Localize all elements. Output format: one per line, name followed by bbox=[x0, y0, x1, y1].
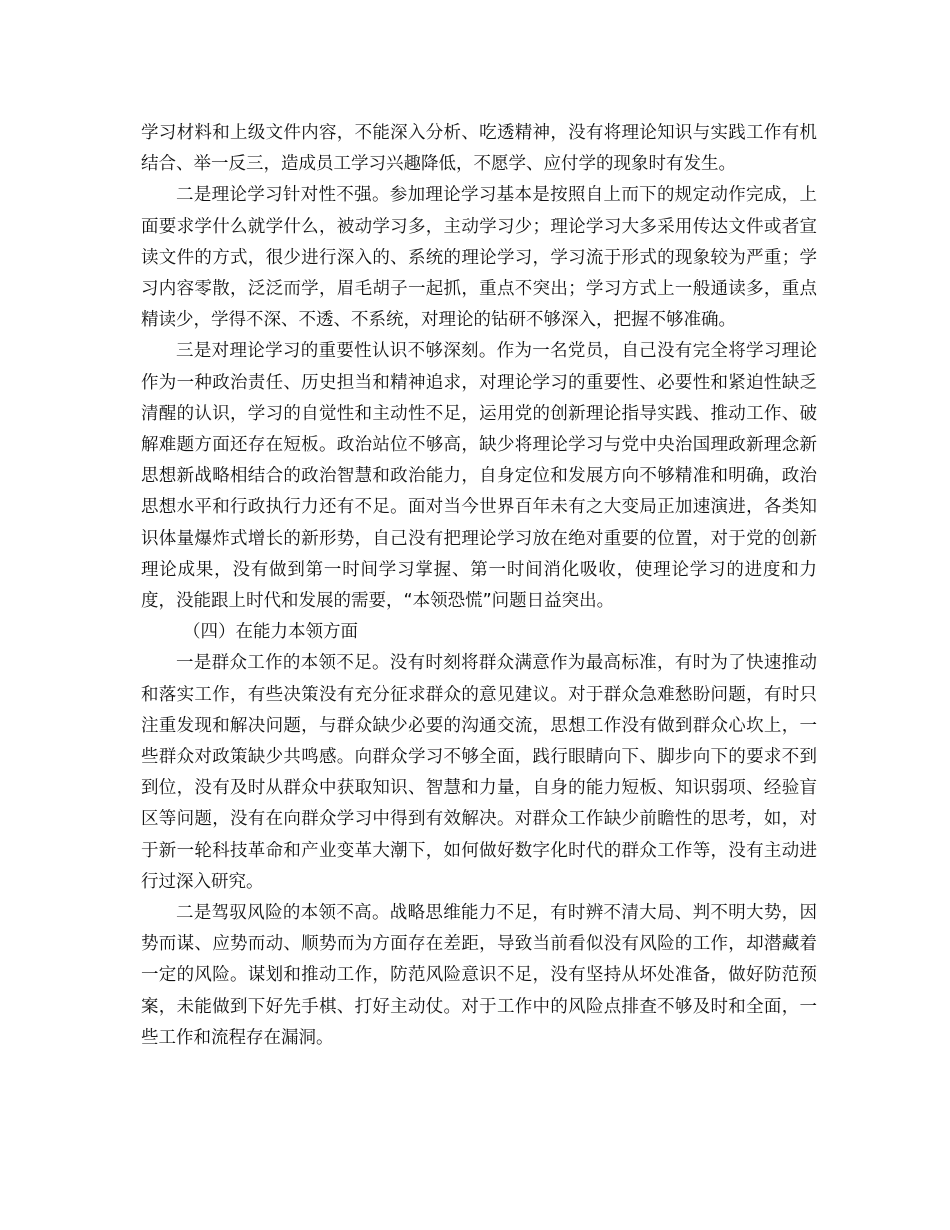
body-paragraph: 二是驾驭风险的本领不高。战略思维能力不足，有时辨不清大局、判不明大势，因势而谋、应势而动、顺势而为方面存在差距，导致当前看似没有风险的工作，却潜藏着一定的风险。谋划和推动工作，防范风险意识不足，没有坚持从坏处准备，做好防范预案，未能做到下好先手棋、打好主动仗。对于工作中的风险点排查不够及时和全面，一些工作和流程存在漏洞。 bbox=[141, 903, 817, 1048]
body-paragraph: 一是群众工作的本领不足。没有时刻将群众满意作为最高标准，有时为了快速推动和落实工作，有些决策没有充分征求群众的意见建议。对于群众急难愁盼问题，有时只注重发现和解决问题，与群众缺少必要的沟通交流，思想工作没有做到群众心坎上，一些群众对政策缺少共鸣感。向群众学习不够全面，践行眼睛向下、脚步向下的要求不到到位，没有及时从群众中获取知识、智慧和力量，自身的能力短板、知识弱项、经验盲区等问题，没有在向群众学习中得到有效解决。对群众工作缺少前瞻性的思考，如，对于新一轮科技革命和产业变革大潮下，如何做好数字化时代的群众工作等，没有主动进行过深入研究。 bbox=[141, 653, 817, 892]
body-paragraph: 三是对理论学习的重要性认识不够深刻。作为一名党员，自己没有完全将学习理论作为一种政治责任、历史担当和精神追求，对理论学习的重要性、必要性和紧迫性缺乏清醒的认识，学习的自觉性和主动性不足，运用党的创新理论指导实践、推动工作、破解难题方面还存在短板。政治站位不够高，缺少将理论学习与党中央治国理政新理念新思想新战略相结合的政治智慧和政治能力，自身定位和发展方向不够精准和明确，政治思想水平和行政执行力还有不足。面对当今世界百年未有之大变局正加速演进，各类知识体量爆炸式增长的新形势，自己没有把理论学习放在绝对重要的位置，对于党的创新理论成果，没有做到第一时间学习掌握、第一时间消化吸收，使理论学习的进度和力度，没能跟上时代和发展的需要，“本领恐慌”问题日益突出。 bbox=[141, 341, 817, 612]
section-heading: （四）在能力本领方面 bbox=[183, 622, 358, 643]
body-paragraph: 学习材料和上级文件内容，不能深入分析、吃透精神，没有将理论知识与实践工作有机结合、举一反三，造成员工学习兴趣降低，不愿学、应付学的现象时有发生。 bbox=[141, 123, 817, 175]
body-paragraph: 二是理论学习针对性不强。参加理论学习基本是按照自上而下的规定动作完成，上面要求学什么就学什么，被动学习多，主动学习少；理论学习大多采用传达文件或者宣读文件的方式，很少进行深入的、系统的理论学习，学习流于形式的现象较为严重；学习内容零散，泛泛而学，眉毛胡子一起抓，重点不突出；学习方式上一般通读多，重点精读少，学得不深、不透、不系统，对理论的钻研不够深入，把握不够准确。 bbox=[141, 185, 817, 331]
document-page bbox=[141, 118, 817, 1054]
